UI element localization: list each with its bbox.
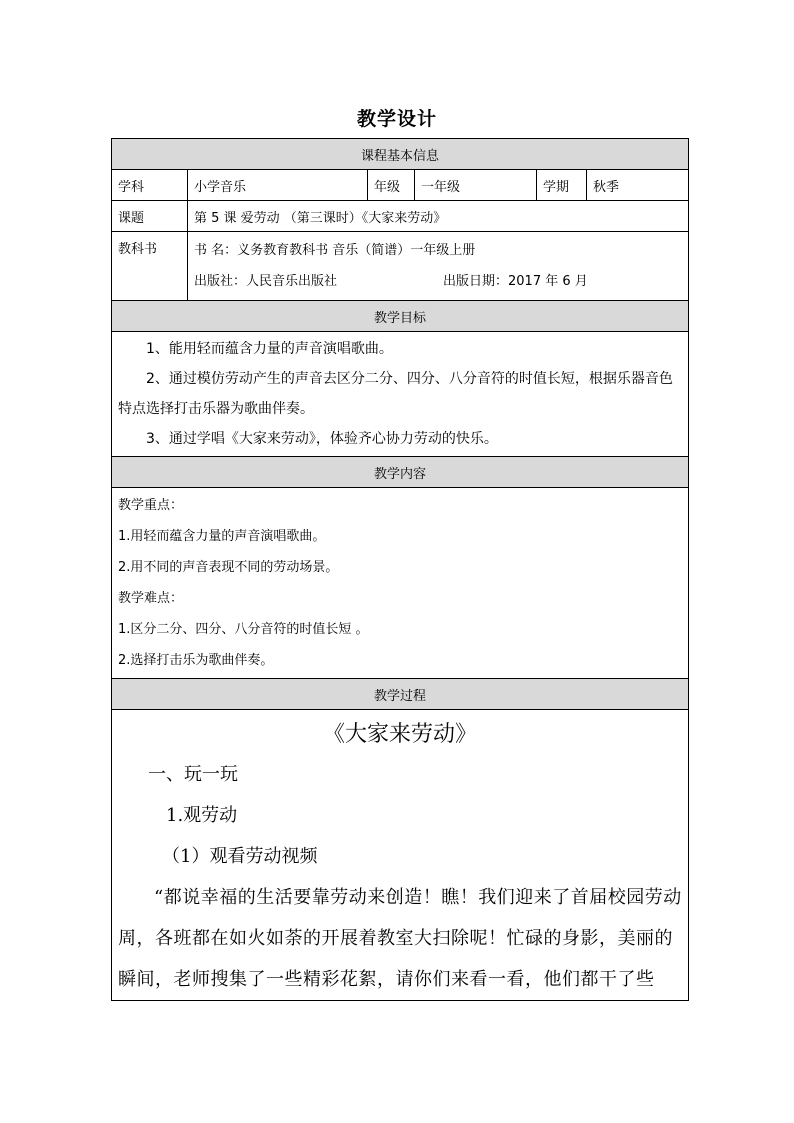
publisher-line (188, 266, 688, 297)
intro-paragraph: “都说幸福的生活要靠劳动来创造！瞧！我们迎来了首届校园劳动周，各班都在如火如荼的开展着教室大扫除呢！忙碌的身影，美丽的瞬间，老师搜集了一些精彩花絮，请你们来看一看，他们都干了些 (118, 887, 682, 990)
topic-value: 第 5 课 爱劳动 （第三课时）《大家来劳动》 (188, 201, 689, 232)
difficulty-label: 教学难点： (118, 591, 184, 606)
textbook-label: 教科书 (112, 232, 188, 301)
grade-value: 一年级 (415, 170, 537, 201)
goals-header: 教学目标 (112, 301, 689, 332)
publish-date: 出版日期：2017 年 6 月 (443, 274, 588, 289)
difficulty-item: 2.选择打击乐为歌曲伴奏。 (118, 653, 274, 668)
process-body (112, 710, 689, 1001)
document-title: 教学设计 (356, 108, 437, 130)
basic-info-header: 课程基本信息 (112, 139, 689, 170)
goals-body (112, 332, 689, 457)
content-body (112, 488, 689, 679)
publisher: 出版社：人民音乐出版社 (194, 274, 338, 289)
subsection-heading: 1.观劳动 (166, 805, 238, 826)
section-heading: 一、玩一玩 (148, 764, 238, 785)
goal-item: 2、通过模仿劳动产生的声音去区分二分、四分、八分音符的时值长短，根据乐器音色特点选择打击乐器为歌曲伴奏。 (118, 371, 673, 417)
subject-value: 小学音乐 (188, 170, 368, 201)
step-heading: （1）观看劳动视频 (162, 846, 318, 867)
book-name: 书 名：义务教育教科书 音乐（简谱）一年级上册 (194, 243, 476, 258)
topic-label: 课题 (112, 201, 188, 232)
term-value: 秋季 (587, 170, 689, 201)
song-title: 《大家来劳动》 (323, 722, 478, 747)
textbook-info (188, 232, 689, 301)
key-point-item: 2.用不同的声音表现不同的劳动场景。 (118, 560, 339, 575)
key-points-label: 教学重点： (118, 498, 184, 513)
key-point-item: 1.用轻而蕴含力量的声音演唱歌曲。 (118, 529, 326, 544)
content-header: 教学内容 (112, 457, 689, 488)
goal-item: 3、通过学唱《大家来劳动》，体验齐心协力劳动的快乐。 (146, 431, 498, 447)
goal-item: 1、能用轻而蕴含力量的声音演唱歌曲。 (146, 341, 393, 357)
lesson-plan-table (111, 138, 689, 1001)
grade-label: 年级 (368, 170, 415, 201)
subject-label: 学科 (112, 170, 188, 201)
process-header: 教学过程 (112, 679, 689, 710)
term-label: 学期 (537, 170, 587, 201)
difficulty-item: 1.区分二分、四分、八分音符的时值长短 。 (118, 622, 369, 637)
